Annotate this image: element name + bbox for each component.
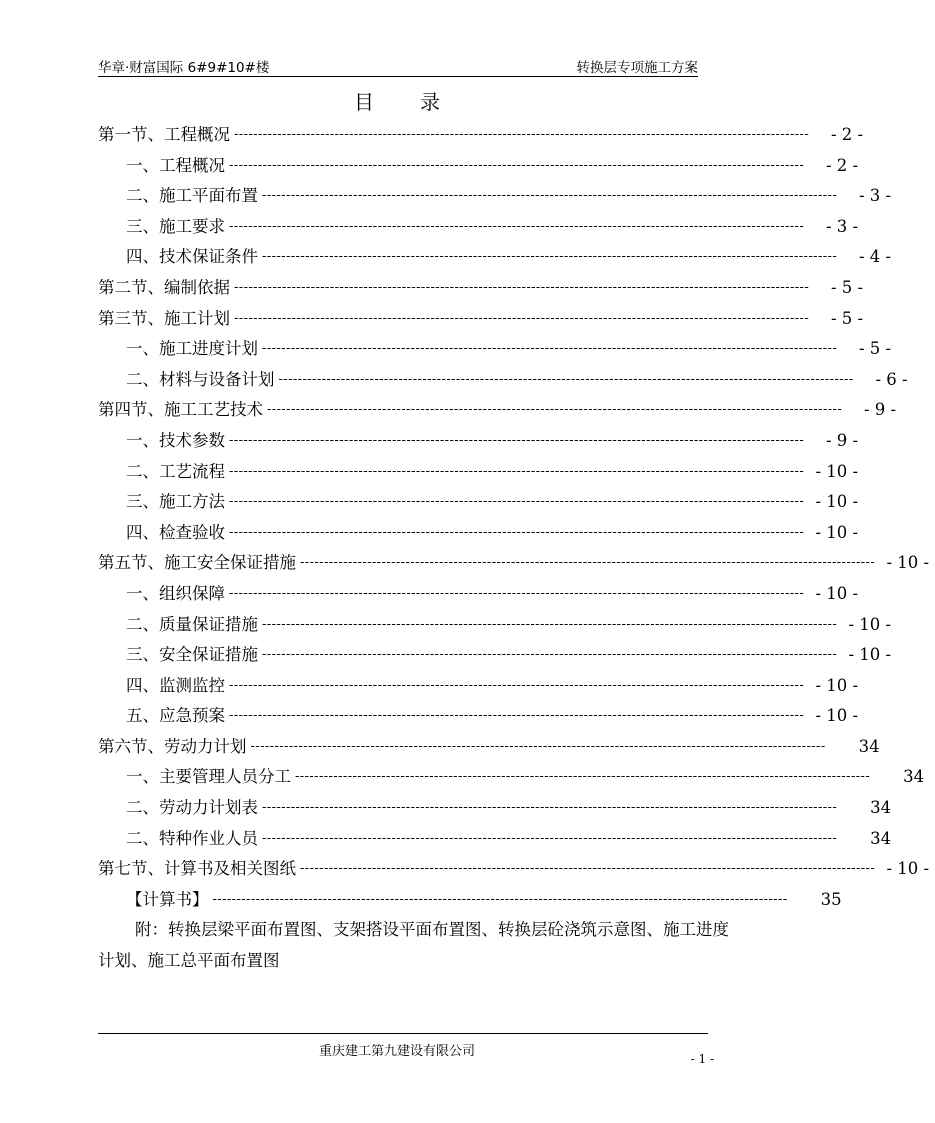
toc-entry-page: - 10 - (815, 706, 859, 726)
footer-divider (98, 1033, 708, 1034)
toc-entry-page: - 5 - (858, 339, 892, 359)
toc-entry[interactable] (98, 548, 930, 579)
toc-leader-dashes: ------------------------------------------------------------------------------------------------------------------------ (234, 279, 810, 295)
toc-entry[interactable] (98, 487, 859, 518)
toc-leader-dashes: ------------------------------------------------------------------------------------------------------------------------ (295, 769, 871, 785)
toc-entry-page: - 3 - (825, 216, 859, 236)
toc-entry[interactable] (98, 762, 925, 793)
toc-leader-dashes: ------------------------------------------------------------------------------------------------------------------------ (262, 647, 838, 663)
toc-leader-dashes: ------------------------------------------------------------------------------------------------------------------------ (229, 677, 805, 693)
toc-entry-page: - 10 - (815, 675, 859, 695)
toc-entry-label: 三、施工方法 (126, 492, 225, 512)
toc-leader-dashes: ------------------------------------------------------------------------------------------------------------------------ (229, 494, 805, 510)
toc-entry-label: 一、工程概况 (126, 155, 225, 175)
toc-entry-label: 二、材料与设备计划 (126, 369, 275, 389)
toc-entry-page: - 10 - (815, 461, 859, 481)
toc-entry[interactable] (98, 120, 864, 151)
toc-leader-dashes: ------------------------------------------------------------------------------------------------------------------------ (229, 585, 805, 601)
toc-entry[interactable] (98, 824, 892, 855)
toc-leader-dashes: ------------------------------------------------------------------------------------------------------------------------ (267, 402, 843, 418)
toc-entry-page: 34 (870, 828, 892, 848)
toc-entry[interactable] (98, 854, 930, 885)
toc-entry-label: 二、施工平面布置 (126, 186, 258, 206)
toc-entry-page: - 10 - (815, 583, 859, 603)
toc-entry-page: 35 (820, 889, 842, 909)
toc-entry-label: 一、主要管理人员分工 (126, 767, 291, 787)
toc-entry-label: 第六节、劳动力计划 (98, 736, 247, 756)
toc-entry[interactable] (98, 640, 892, 671)
toc-entry[interactable] (98, 885, 842, 916)
toc-entry-page: - 10 - (815, 522, 859, 542)
header-project-name: 华章·财富国际 6#9#10#楼 (98, 60, 270, 76)
toc-entry[interactable] (98, 426, 859, 457)
toc-entry-label: 一、技术参数 (126, 430, 225, 450)
toc-leader-dashes: ------------------------------------------------------------------------------------------------------------------------ (212, 891, 788, 907)
toc-entry-page: 34 (858, 736, 880, 756)
toc-entry-label: 二、质量保证措施 (126, 614, 258, 634)
toc-entry[interactable] (98, 732, 880, 763)
header-document-name: 转换层专项施工方案 (576, 60, 698, 76)
toc-entry-label: 三、安全保证措施 (126, 645, 258, 665)
toc-entry-label: 三、施工要求 (126, 216, 225, 236)
toc-leader-dashes: ------------------------------------------------------------------------------------------------------------------------ (234, 127, 810, 142)
toc-entry-label: 一、施工进度计划 (126, 339, 258, 359)
toc-leader-dashes: ------------------------------------------------------------------------------------------------------------------------ (278, 371, 854, 387)
toc-entry-page: - 5 - (830, 308, 864, 328)
toc-entry[interactable] (98, 365, 908, 396)
toc-leader-dashes: ------------------------------------------------------------------------------------------------------------------------ (262, 616, 838, 632)
toc-entry-label: 四、技术保证条件 (126, 247, 258, 267)
toc-entry[interactable] (98, 610, 892, 641)
toc-leader-dashes: ------------------------------------------------------------------------------------------------------------------------ (300, 555, 876, 571)
toc-leader-dashes: ------------------------------------------------------------------------------------------------------------------------ (300, 861, 876, 877)
toc-leader-dashes: ------------------------------------------------------------------------------------------------------------------------ (234, 310, 810, 326)
toc-entry[interactable] (98, 457, 859, 488)
toc-entry[interactable] (98, 181, 892, 212)
toc-leader-dashes: ------------------------------------------------------------------------------------------------------------------------ (229, 218, 805, 234)
toc-entry-page: 34 (903, 767, 925, 787)
toc-entry[interactable] (98, 304, 864, 335)
toc-entry[interactable] (98, 334, 892, 365)
table-of-contents (98, 120, 930, 915)
toc-entry-page: - 10 - (848, 614, 892, 634)
toc-entry[interactable] (98, 151, 859, 182)
toc-leader-dashes: ------------------------------------------------------------------------------------------------------------------------ (229, 157, 805, 173)
toc-entry[interactable] (98, 273, 864, 304)
toc-entry-label: 五、应急预案 (126, 706, 225, 726)
page-number: - 1 - (690, 1052, 714, 1066)
toc-entry-label: 四、检查验收 (126, 522, 225, 542)
toc-entry-page: 34 (870, 798, 892, 818)
toc-leader-dashes: ------------------------------------------------------------------------------------------------------------------------ (229, 708, 805, 724)
toc-entry-page: - 5 - (830, 277, 864, 297)
toc-entry-label: 二、劳动力计划表 (126, 798, 258, 818)
toc-entry-page: - 4 - (858, 247, 892, 267)
toc-entry-label: 一、组织保障 (126, 583, 225, 603)
toc-entry[interactable] (98, 671, 859, 702)
toc-entry-page: - 2 - (825, 155, 859, 175)
toc-entry[interactable] (98, 793, 892, 824)
toc-leader-dashes: ------------------------------------------------------------------------------------------------------------------------ (262, 188, 838, 204)
toc-entry[interactable] (98, 242, 892, 273)
toc-entry[interactable] (98, 701, 859, 732)
toc-entry[interactable] (98, 579, 859, 610)
toc-leader-dashes: ------------------------------------------------------------------------------------------------------------------------ (262, 830, 838, 846)
toc-entry-label: 【计算书】 (126, 889, 209, 909)
toc-entry[interactable] (98, 518, 859, 549)
page-header (98, 54, 698, 77)
toc-entry-page: - 2 - (830, 125, 864, 144)
toc-leader-dashes: ------------------------------------------------------------------------------------------------------------------------ (262, 341, 838, 357)
toc-leader-dashes: ------------------------------------------------------------------------------------------------------------------------ (229, 432, 805, 448)
toc-entry-page: - 3 - (858, 186, 892, 206)
toc-leader-dashes: ------------------------------------------------------------------------------------------------------------------------ (262, 249, 838, 265)
toc-entry-label: 第一节、工程概况 (98, 125, 230, 144)
toc-entry-page: - 9 - (863, 400, 897, 420)
toc-entry-label: 四、监测监控 (126, 675, 225, 695)
toc-leader-dashes: ------------------------------------------------------------------------------------------------------------------------ (262, 800, 838, 816)
toc-entry[interactable] (98, 212, 859, 243)
toc-entry-page: - 10 - (886, 553, 930, 573)
toc-entry-label: 二、特种作业人员 (126, 828, 258, 848)
attachments-note: 附：转换层梁平面布置图、支架搭设平面布置图、转换层砼浇筑示意图、施工进度计划、施工总平面布置图 (98, 920, 729, 970)
toc-leader-dashes: ------------------------------------------------------------------------------------------------------------------------ (229, 524, 805, 540)
toc-title: 目录 (354, 90, 486, 114)
toc-entry-page: - 10 - (886, 859, 930, 879)
toc-entry-page: - 9 - (825, 430, 859, 450)
toc-entry-page: - 10 - (815, 492, 859, 512)
toc-leader-dashes: ------------------------------------------------------------------------------------------------------------------------ (229, 463, 805, 479)
toc-entry-label: 第五节、施工安全保证措施 (98, 553, 296, 573)
toc-entry-label: 第七节、计算书及相关图纸 (98, 859, 296, 879)
toc-entry-label: 第四节、施工工艺技术 (98, 400, 263, 420)
toc-entry-page: - 6 - (875, 369, 908, 389)
toc-entry-label: 第三节、施工计划 (98, 308, 230, 328)
toc-entry-label: 二、工艺流程 (126, 461, 225, 481)
toc-entry-page: - 10 - (848, 645, 892, 665)
toc-leader-dashes: ------------------------------------------------------------------------------------------------------------------------ (250, 738, 826, 754)
footer-company: 重庆建工第九建设有限公司 (318, 1044, 475, 1059)
toc-entry[interactable] (98, 395, 897, 426)
toc-entry-label: 第二节、编制依据 (98, 277, 230, 297)
